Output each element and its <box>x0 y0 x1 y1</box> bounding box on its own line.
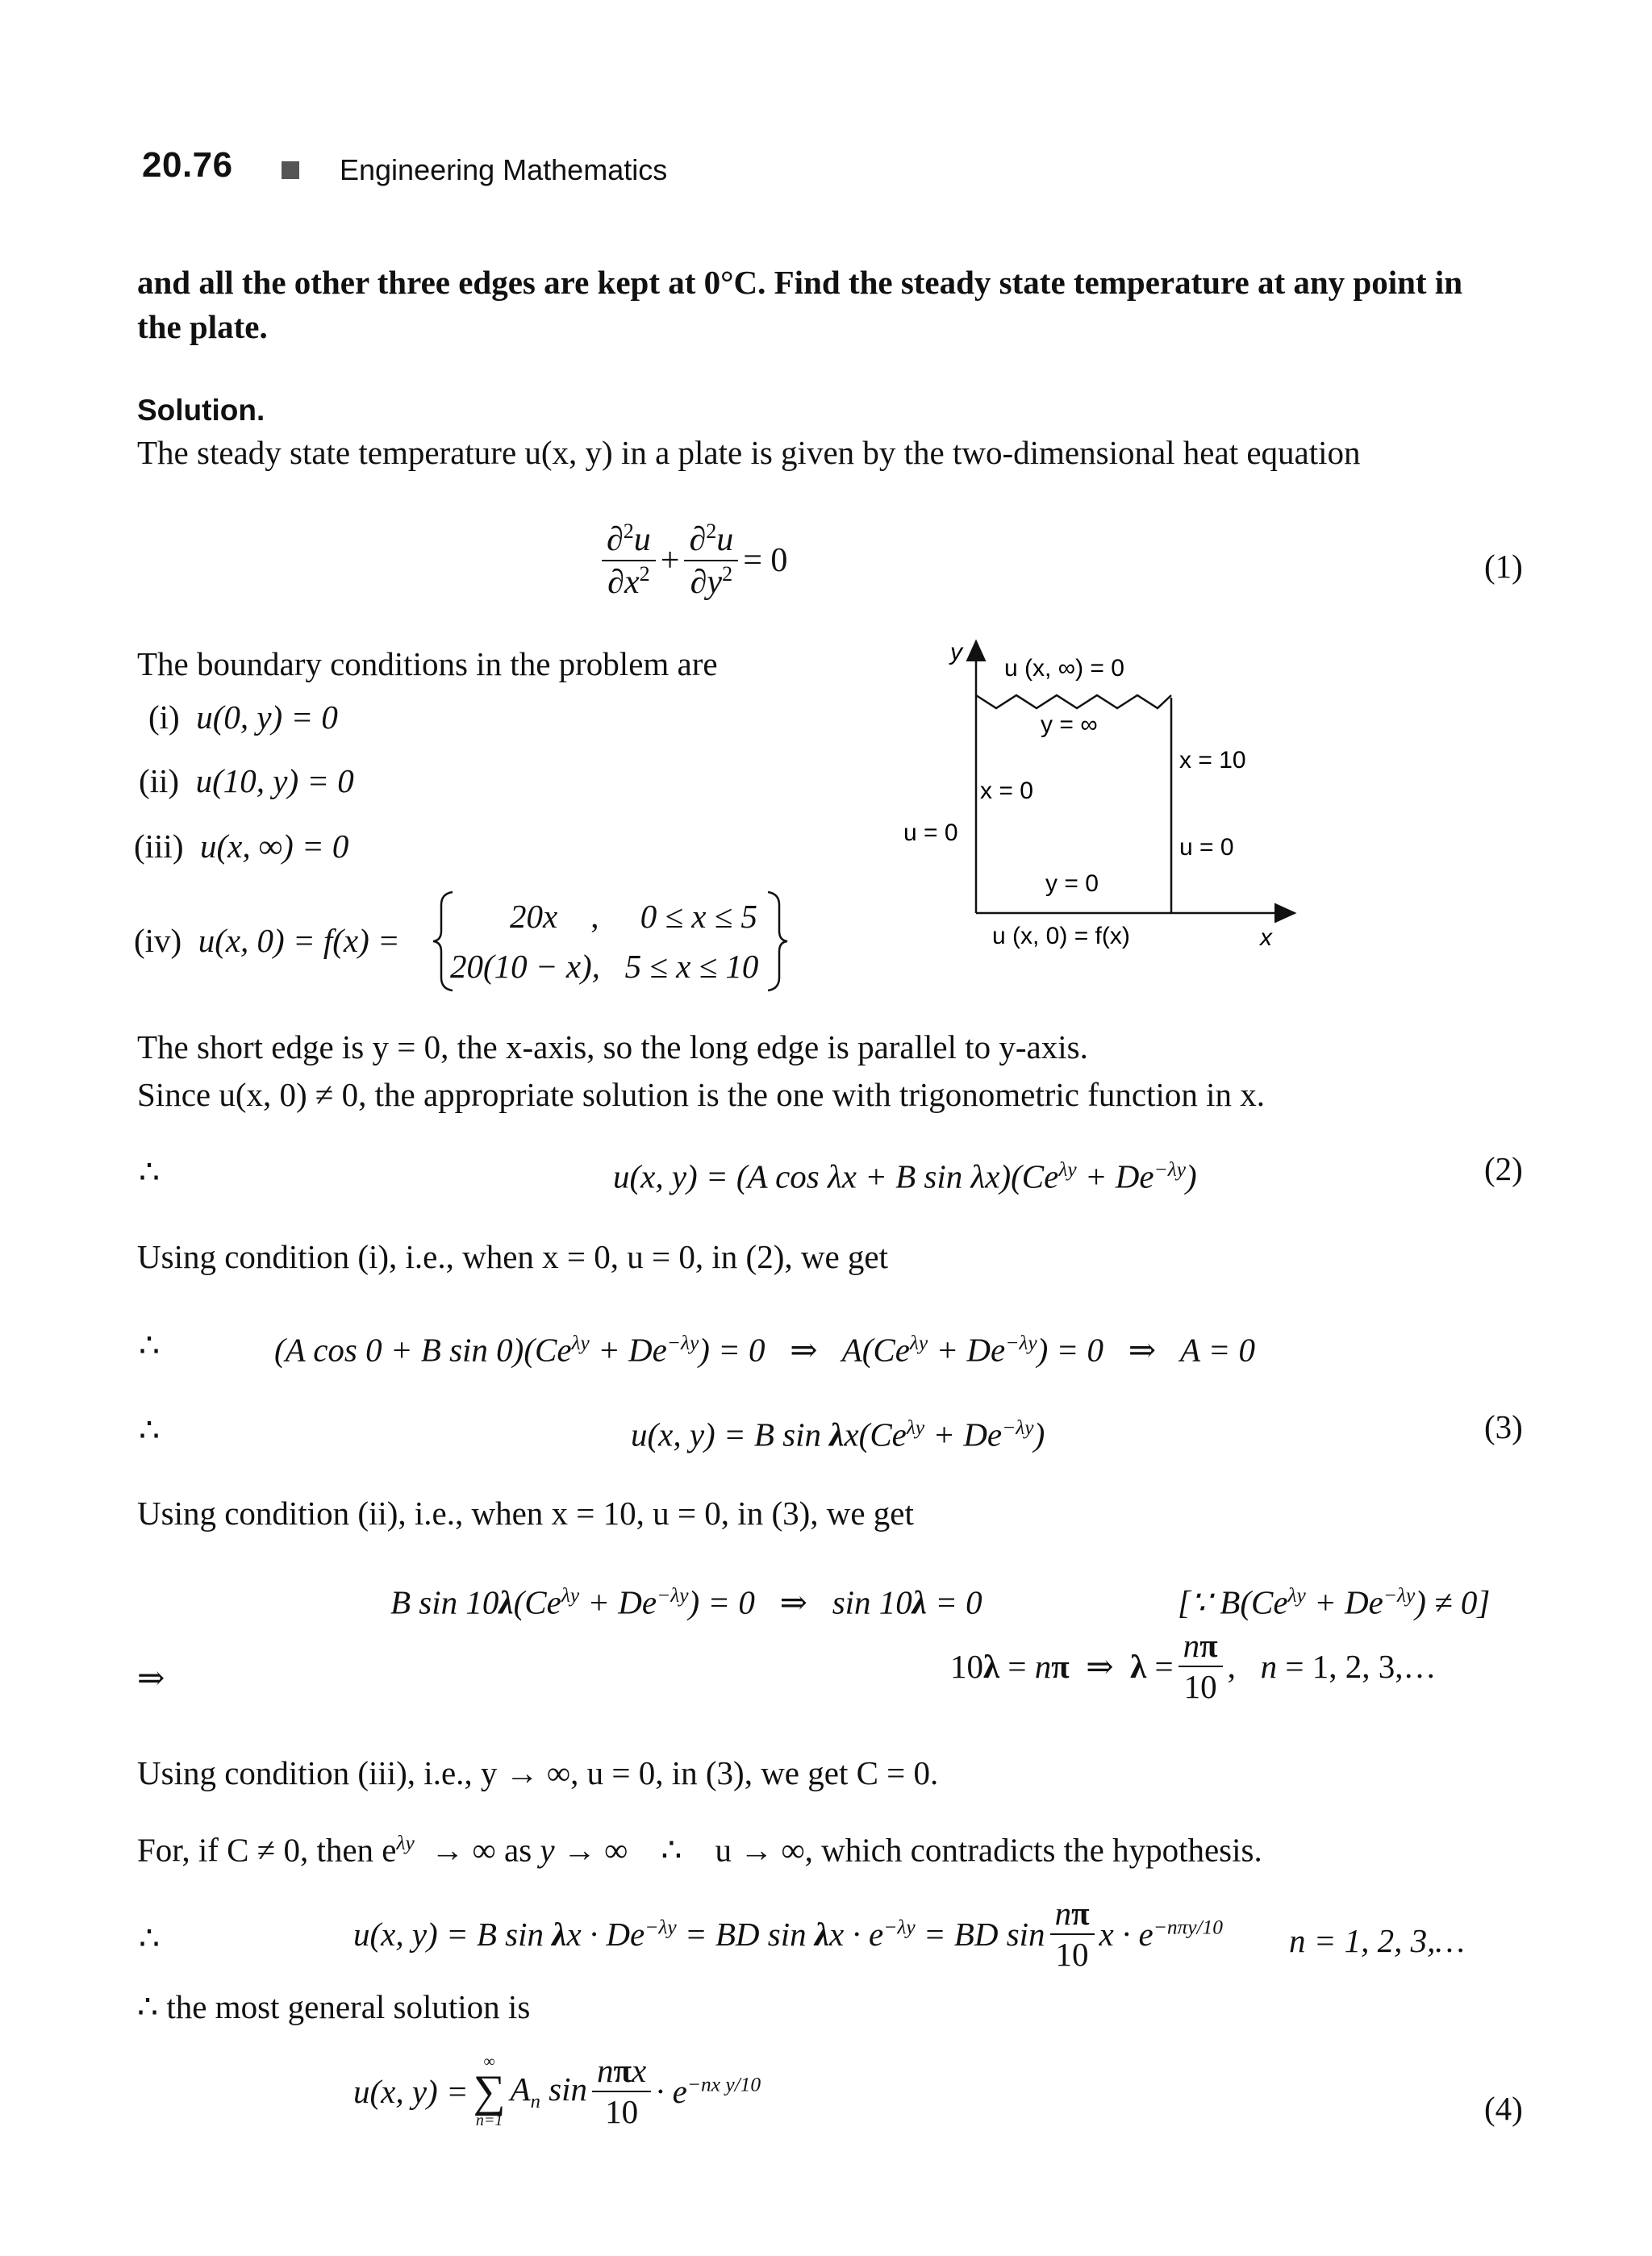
eq1-label: (1) <box>1484 548 1523 585</box>
wavy-top-edge <box>976 695 1171 708</box>
solution-eq: u(x, y) = B $\sin \lambda x \cdot De^{-\lambda y}$ = BD $\sin \lambda x \cdot e^{-\lambda y}$ = BD sin $\frac{n\pi}{10}$ $x \cdot e^{-n\pi y/10}$ <box>353 1895 1224 1974</box>
implies-symbol: ⇒ <box>137 1659 165 1696</box>
bc-item-4: (iv) u(x, 0) = f(x) = <box>134 922 400 959</box>
solution-intro: The steady state temperature u(x, y) in a plate is given by the two-dimensional heat equation <box>137 434 1361 471</box>
problem-line-1: and all the other three edges are kept at 0°C. Find the steady state temperature at any point in <box>137 264 1463 301</box>
therefore-symbol: ∴ <box>139 1920 161 1957</box>
lambda-eq: 10λ = nπ ⇒ λ = $\frac{n\pi}{10}$ , n = 1, 2, 3,… <box>950 1627 1437 1706</box>
bc-heading: The boundary conditions in the problem are <box>137 645 718 682</box>
eq3: u(x, y) = B $\sin \lambda x(Ce^{\lambda y} + De^{-\lambda y})$ <box>631 1416 1045 1453</box>
right-line-label: x = 10 <box>1179 747 1246 774</box>
cond2-line: Using condition (ii), i.e., when x = 10, u = 0, in (3), we get <box>137 1495 914 1532</box>
bc-item-2: (ii) u(10, y) = 0 <box>139 762 354 799</box>
cond1-line: Using condition (i), i.e., when x = 0, u = 0, in (2), we get <box>137 1238 889 1275</box>
short-edge-text: The short edge is y = 0, the x-axis, so the long edge is parallel to y-axis. <box>137 1028 1088 1065</box>
eq1-rhs: = 0 <box>743 542 788 580</box>
eq2: u(x, y) = (A cos λx + B $\sin \lambda x)(Ce^{\lambda y} + De^{-\lambda y})$ <box>613 1157 1197 1195</box>
eq2-label: (2) <box>1484 1150 1523 1187</box>
cond2-eq: B $\sin 10\lambda(Ce^{\lambda y} + De^{-\lambda y}) = 0$ ⇒ sin 10λ = 0 <box>390 1583 982 1621</box>
n-values: n = 1, 2, 3,… <box>1289 1922 1465 1959</box>
eq4: u(x, y) = ∞ ∑ n=1 $A_n$ sin $\frac{\text{nπx}}{10}$ · $e^{-nx y/10}$ <box>353 2052 761 2131</box>
piecewise-row-2: 20(10 − x), 5 ≤ x ≤ 10 <box>450 948 759 985</box>
cond2-note: [∵ $B(Ce^{\lambda y} + De^{-\lambda y}) \ne 0$] <box>1178 1583 1491 1621</box>
therefore-symbol: ∴ <box>139 1153 161 1191</box>
bottom-edge-label: y = 0 <box>1045 870 1099 897</box>
general-heading: ∴ the most general solution is <box>137 1988 531 2025</box>
piecewise-row-1: 20x , 0 ≤ x ≤ 5 <box>510 898 757 935</box>
plate-diagram <box>887 629 1323 968</box>
header-square-icon <box>282 161 299 179</box>
page-number: 20.76 <box>142 145 233 185</box>
top-edge-label: y = ∞ <box>1041 711 1098 738</box>
right-brace <box>765 889 789 994</box>
eq3-label: (3) <box>1484 1408 1523 1445</box>
left-line-label: x = 0 <box>980 778 1033 804</box>
solution-heading: Solution. <box>137 394 265 427</box>
book-title: Engineering Mathematics <box>340 153 668 186</box>
for-if-line: For, if C ≠ 0, then $e^{\lambda y}$ → ∞ as y → ∞ ∴ u → ∞, which contradicts the hypothesis. <box>137 1831 1262 1869</box>
top-label: u (x, ∞) = 0 <box>1004 655 1124 682</box>
bottom-label: u (x, 0) = f(x) <box>992 923 1130 949</box>
bc-item-3: (iii) u(x, ∞) = 0 <box>134 828 349 865</box>
since-text: Since u(x, 0) ≠ 0, the appropriate solution is the one with trigonometric function in x. <box>137 1076 1266 1113</box>
therefore-symbol: ∴ <box>139 1412 161 1449</box>
cond1-eq: (A cos 0 + B $\sin 0)(Ce^{\lambda y} + De^{-\lambda y}) = 0$ ⇒ $A(Ce^{\lambda y} + De^{-\lambda y}) = 0$ ⇒ A = 0 <box>274 1331 1256 1369</box>
cond3-line: Using condition (iii), i.e., y → ∞, u = 0, in (3), we get C = 0. <box>137 1754 939 1791</box>
problem-line-2: the plate. <box>137 308 268 345</box>
eq4-label: (4) <box>1484 2090 1523 2127</box>
x-axis-label: x <box>1260 924 1272 951</box>
left-bc-label: u = 0 <box>903 819 958 846</box>
bc-item-1: (i) u(0, y) = 0 <box>148 698 338 736</box>
y-axis-label: y <box>950 639 962 665</box>
therefore-symbol: ∴ <box>139 1327 161 1364</box>
heat-equation: $\frac{\partial^2u}{\partial x^2}$ + $\frac{\partial^2u}{\partial y^2}$ = 0 <box>597 520 787 601</box>
right-bc-label: u = 0 <box>1179 834 1234 861</box>
